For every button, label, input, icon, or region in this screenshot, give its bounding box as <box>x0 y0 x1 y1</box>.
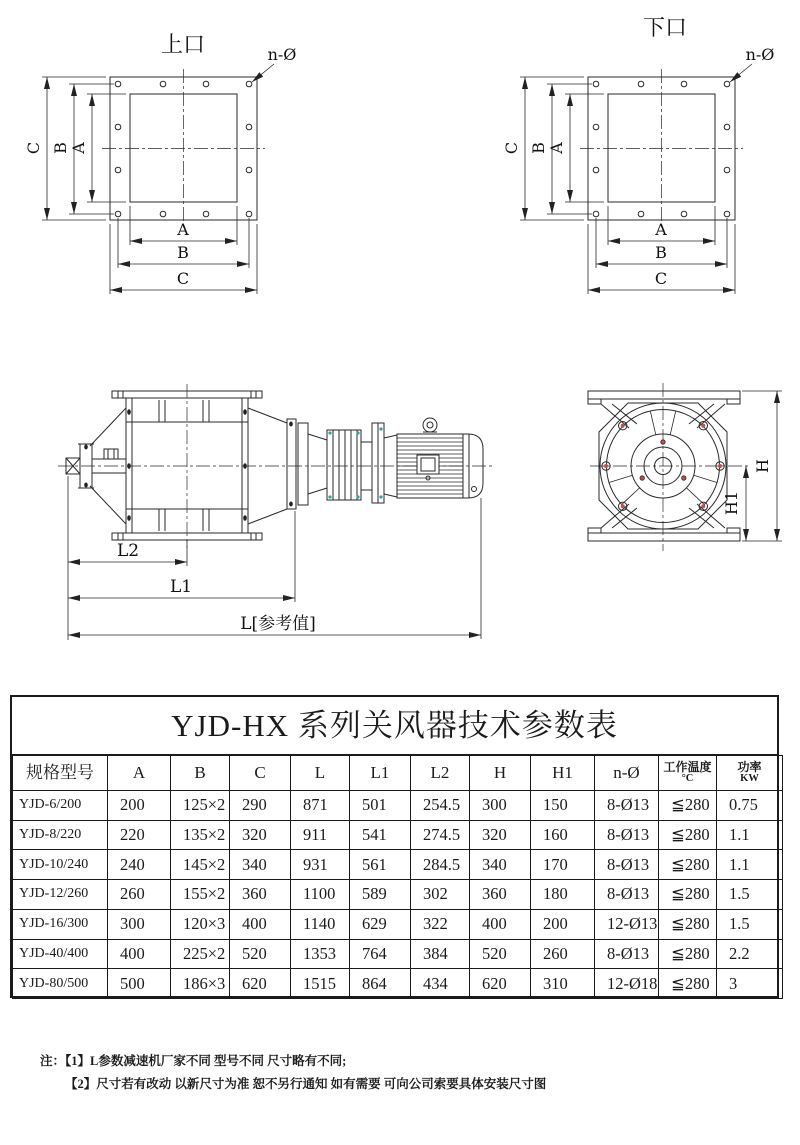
dim-label-b: B <box>655 243 667 262</box>
dim-label-a: A <box>547 142 566 154</box>
model-cell: YJD-16/300 <box>13 909 108 939</box>
value-cell: 322 <box>411 909 470 939</box>
value-cell: 3 <box>717 969 783 999</box>
header-cell-1: A <box>108 756 171 791</box>
value-cell: 1.1 <box>717 820 783 850</box>
value-cell: 541 <box>350 820 411 850</box>
value-cell: 284.5 <box>411 850 470 880</box>
value-cell: 8-Ø13 <box>595 850 659 880</box>
value-cell: 135×2 <box>171 820 230 850</box>
header-cell-0: 规格型号 <box>13 756 108 791</box>
value-cell: ≦280 <box>659 791 717 821</box>
top-port-hole-label: n-Ø <box>267 45 297 64</box>
table-row <box>13 850 783 880</box>
value-cell: 150 <box>531 791 595 821</box>
value-cell: 320 <box>230 820 291 850</box>
bottom-port-drawing <box>502 15 774 294</box>
note-line-2: 【2】尺寸若有改动 以新尺寸为准 恕不另行通知 如有需要 可向公司索要具体安装尺寸图 <box>65 1076 547 1091</box>
value-cell: 1140 <box>291 909 350 939</box>
value-cell: 1.1 <box>717 850 783 880</box>
value-cell: ≦280 <box>659 880 717 910</box>
value-cell: 120×3 <box>171 909 230 939</box>
value-cell: 384 <box>411 939 470 969</box>
dim-label-c: C <box>24 141 43 155</box>
value-cell: 160 <box>531 820 595 850</box>
value-cell: 254.5 <box>411 791 470 821</box>
value-cell: 180 <box>531 880 595 910</box>
value-cell: 125×2 <box>171 791 230 821</box>
note-prefix: 注： <box>40 1054 66 1068</box>
side-view-drawing <box>58 384 493 640</box>
value-cell: 520 <box>230 939 291 969</box>
value-cell: 0.75 <box>717 791 783 821</box>
value-cell: 155×2 <box>171 880 230 910</box>
value-cell: 8-Ø13 <box>595 880 659 910</box>
top-port-drawing <box>24 32 296 294</box>
value-cell: 260 <box>108 880 171 910</box>
value-cell: 629 <box>350 909 411 939</box>
value-cell: 300 <box>108 909 171 939</box>
header-cell-6: L2 <box>411 756 470 791</box>
dim-label-a: A <box>69 142 88 154</box>
value-cell: 260 <box>531 939 595 969</box>
value-cell: ≦280 <box>659 909 717 939</box>
header-cell-5: L1 <box>350 756 411 791</box>
end-view-drawing <box>588 383 782 551</box>
footnotes <box>40 1050 546 1095</box>
value-cell: 1.5 <box>717 909 783 939</box>
header-cell-10: 工作温度 °C <box>659 756 717 791</box>
dim-label-l1: L1 <box>169 577 193 597</box>
value-cell: 1515 <box>291 969 350 999</box>
dim-label-b: B <box>529 142 548 154</box>
bottom-port-title: 下口 <box>642 15 688 40</box>
value-cell: 500 <box>108 969 171 999</box>
value-cell: 300 <box>470 791 531 821</box>
dim-label-b: B <box>51 142 70 154</box>
value-cell: 1353 <box>291 939 350 969</box>
value-cell: 360 <box>230 880 291 910</box>
value-cell: 1.5 <box>717 880 783 910</box>
value-cell: 220 <box>108 820 171 850</box>
dim-label-c: C <box>654 269 668 288</box>
bottom-port-hole-label: n-Ø <box>745 45 775 64</box>
value-cell: 589 <box>350 880 411 910</box>
value-cell: 145×2 <box>171 850 230 880</box>
value-cell: 200 <box>108 791 171 821</box>
spec-table <box>10 695 779 998</box>
value-cell: 400 <box>108 939 171 969</box>
value-cell: 501 <box>350 791 411 821</box>
header-cell-7: H <box>470 756 531 791</box>
value-cell: 274.5 <box>411 820 470 850</box>
value-cell: ≦280 <box>659 850 717 880</box>
value-cell: 320 <box>470 820 531 850</box>
value-cell: 1100 <box>291 880 350 910</box>
spec-grid <box>12 755 783 999</box>
dim-label-h: H <box>753 459 772 473</box>
dim-label-b: B <box>177 243 189 262</box>
value-cell: 911 <box>291 820 350 850</box>
table-title: YJD-HX 系列关风器技术参数表 <box>12 697 777 755</box>
value-cell: 340 <box>230 850 291 880</box>
value-cell: 400 <box>470 909 531 939</box>
value-cell: 340 <box>470 850 531 880</box>
value-cell: 12-Ø18 <box>595 969 659 999</box>
value-cell: 225×2 <box>171 939 230 969</box>
dim-label-a: A <box>655 220 667 239</box>
value-cell: 620 <box>470 969 531 999</box>
table-row <box>13 969 783 999</box>
value-cell: 620 <box>230 969 291 999</box>
value-cell: 290 <box>230 791 291 821</box>
value-cell: 360 <box>470 880 531 910</box>
model-cell: YJD-80/500 <box>13 969 108 999</box>
dim-label-h1: H1 <box>722 490 741 516</box>
header-row <box>13 756 783 791</box>
top-port-title: 上口 <box>160 32 206 57</box>
table-row <box>13 909 783 939</box>
header-cell-11: 功率 KW <box>717 756 783 791</box>
table-row <box>13 880 783 910</box>
value-cell: 240 <box>108 850 171 880</box>
dim-label-c: C <box>502 141 521 155</box>
dim-label-a: A <box>177 220 189 239</box>
table-row <box>13 820 783 850</box>
value-cell: 302 <box>411 880 470 910</box>
value-cell: ≦280 <box>659 820 717 850</box>
value-cell: 520 <box>470 939 531 969</box>
value-cell: 8-Ø13 <box>595 939 659 969</box>
dim-label-c: C <box>176 269 190 288</box>
value-cell: 2.2 <box>717 939 783 969</box>
value-cell: 434 <box>411 969 470 999</box>
value-cell: 864 <box>350 969 411 999</box>
value-cell: 764 <box>350 939 411 969</box>
table-row <box>13 939 783 969</box>
value-cell: 200 <box>531 909 595 939</box>
header-cell-2: B <box>171 756 230 791</box>
dim-label-l2: L2 <box>116 541 140 561</box>
header-cell-3: C <box>230 756 291 791</box>
note-line-1: 注：【1】L参数减速机厂家不同 型号不同 尺寸略有不同; <box>40 1054 347 1068</box>
table-row <box>13 791 783 821</box>
value-cell: 400 <box>230 909 291 939</box>
model-cell: YJD-40/400 <box>13 939 108 969</box>
value-cell: 8-Ø13 <box>595 820 659 850</box>
value-cell: ≦280 <box>659 939 717 969</box>
value-cell: 186×3 <box>171 969 230 999</box>
model-cell: YJD-8/220 <box>13 820 108 850</box>
value-cell: 8-Ø13 <box>595 791 659 821</box>
value-cell: 170 <box>531 850 595 880</box>
value-cell: 12-Ø13 <box>595 909 659 939</box>
model-cell: YJD-12/260 <box>13 880 108 910</box>
value-cell: 310 <box>531 969 595 999</box>
dim-label-l-ref: L[参考值] <box>240 614 316 634</box>
value-cell: 931 <box>291 850 350 880</box>
model-cell: YJD-6/200 <box>13 791 108 821</box>
model-cell: YJD-10/240 <box>13 850 108 880</box>
value-cell: ≦280 <box>659 969 717 999</box>
header-cell-8: H1 <box>531 756 595 791</box>
value-cell: 561 <box>350 850 411 880</box>
header-cell-9: n-Ø <box>595 756 659 791</box>
value-cell: 871 <box>291 791 350 821</box>
header-cell-4: L <box>291 756 350 791</box>
